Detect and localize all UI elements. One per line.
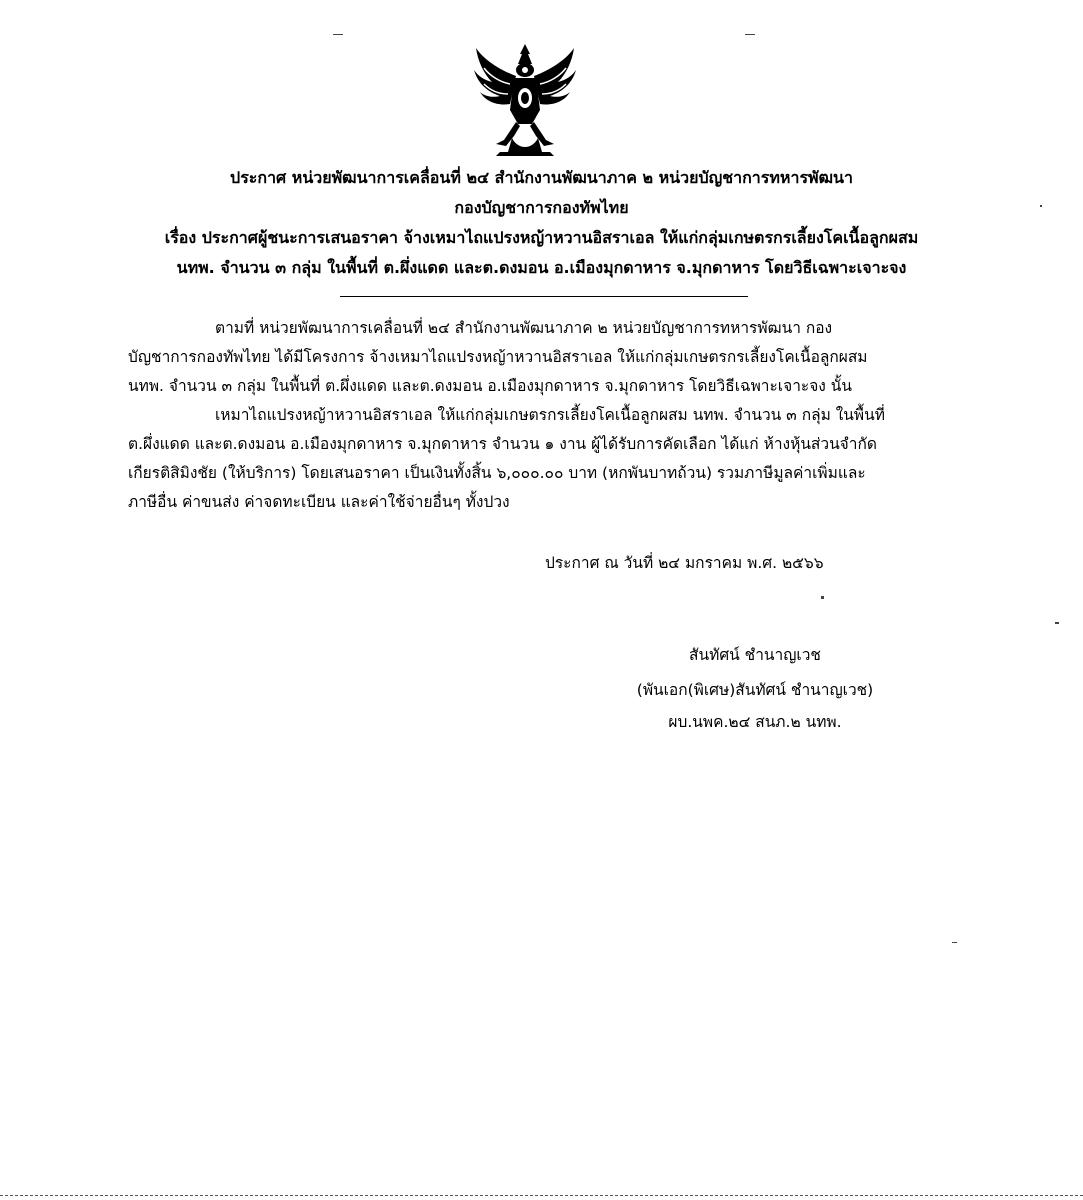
scan-speck — [745, 34, 755, 35]
scan-speck — [952, 942, 957, 943]
paragraph-2-line-2: ต.ผึ่งแดด และต.ดงมอน อ.เมืองมุกดาหาร จ.มุกดาหาร จำนวน ๑ งาน ผู้ได้รับการคัดเลือก ได้แก่ ห้างหุ้นส่วนจำกัด — [128, 435, 877, 453]
header-separator — [340, 296, 748, 297]
scan-speck — [1040, 205, 1042, 207]
signature-full-name: (พันเอก(พิเศษ)สันทัศน์ ชำนาญเวช) — [636, 681, 874, 699]
signature-name: สันทัศน์ ชำนาญเวช — [689, 646, 821, 664]
paragraph-2-line-4: ภาษีอื่น ค่าขนส่ง ค่าจดทะเบียน และค่าใช้จ่ายอื่นๆ ทั้งปวง — [128, 493, 510, 511]
paragraph-2-line-1: เหมาไถแปรงหญ้าหวานอิสราเอล ให้แก่กลุ่มเกษตรกรเลี้ยงโคเนื้อลูกผสม นทพ. จำนวน ๓ กลุ่ม ในพื้นที่ — [215, 406, 885, 424]
scan-speck — [1055, 622, 1059, 624]
paragraph-1-line-2: บัญชาการกองทัพไทย ได้มีโครงการ จ้างเหมาไถแปรงหญ้าหวานอิสราเอล ให้แก่กลุ่มเกษตรกรเลี้ยงโคเนื้อลูกผสม — [128, 348, 868, 366]
scan-bottom-edge — [0, 1195, 1083, 1196]
subject-line-1: เรื่อง ประกาศผู้ชนะการเสนอราคา จ้างเหมาไถแปรงหญ้าหวานอิสราเอล ให้แก่กลุ่มเกษตรกรเลี้ยงโคเนื้อลูกผสม — [164, 228, 919, 247]
paragraph-1-line-3: นทพ. จำนวน ๓ กลุ่ม ในพื้นที่ ต.ผึ่งแดด และต.ดงมอน อ.เมืองมุกดาหาร จ.มุกดาหาร โดยวิธีเฉพาะเจาะจง นั้น — [128, 377, 852, 395]
scan-speck — [821, 596, 824, 599]
date-line: ประกาศ ณ วันที่ ๒๔ มกราคม พ.ศ. ๒๕๖๖ — [545, 554, 824, 572]
header-line-1: ประกาศ หน่วยพัฒนาการเคลื่อนที่ ๒๔ สำนักงานพัฒนาภาค ๒ หน่วยบัญชาการทหารพัฒนา — [230, 168, 853, 187]
subject-line-2: นทพ. จำนวน ๓ กลุ่ม ในพื้นที่ ต.ผึ่งแดด และต.ดงมอน อ.เมืองมุกดาหาร จ.มุกดาหาร โดยวิธีเฉพาะเจาะจง — [176, 258, 907, 277]
scan-speck — [333, 34, 343, 35]
paragraph-1-line-1: ตามที่ หน่วยพัฒนาการเคลื่อนที่ ๒๔ สำนักงานพัฒนาภาค ๒ หน่วยบัญชาการทหารพัฒนา กอง — [215, 319, 833, 337]
header-line-2: กองบัญชาการกองทัพไทย — [454, 198, 629, 217]
garuda-emblem-icon — [470, 40, 580, 158]
paragraph-2-line-3: เกียรติสิมิงชัย (ให้บริการ) โดยเสนอราคา เป็นเงินทั้งสิ้น ๖,๐๐๐.๐๐ บาท (หกพันบาทถ้วน) รวมภาษีมูลค่าเพิ่มและ — [128, 464, 866, 482]
signature-position: ผบ.นพค.๒๔ สนภ.๒ นทพ. — [668, 713, 842, 731]
